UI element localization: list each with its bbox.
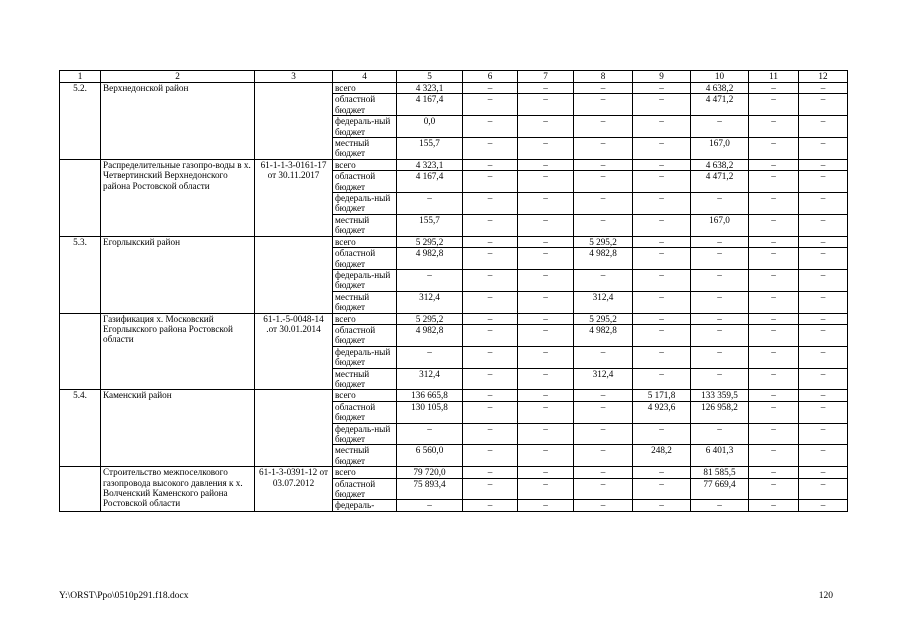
value-cell: – bbox=[691, 368, 749, 390]
value-cell: – bbox=[633, 159, 691, 170]
value-cell: – bbox=[397, 193, 463, 215]
value-cell: 4 167,4 bbox=[397, 171, 463, 193]
column-header: 5 bbox=[397, 71, 463, 83]
column-header: 9 bbox=[633, 71, 691, 83]
value-cell: 6 401,3 bbox=[691, 445, 749, 467]
value-cell: – bbox=[463, 423, 518, 445]
project-doc-reference: 61-1-3-0391-12 от 03.07.2012 bbox=[255, 467, 333, 512]
value-cell: – bbox=[463, 313, 518, 324]
value-cell: – bbox=[749, 83, 799, 94]
value-cell: – bbox=[749, 368, 799, 390]
value-cell: – bbox=[518, 138, 574, 160]
funding-source: всего bbox=[333, 390, 397, 401]
value-cell: 4 982,8 bbox=[397, 248, 463, 270]
value-cell: – bbox=[749, 248, 799, 270]
value-cell: – bbox=[749, 214, 799, 236]
value-cell: – bbox=[633, 291, 691, 313]
value-cell: – bbox=[463, 291, 518, 313]
value-cell: 5 295,2 bbox=[574, 313, 633, 324]
value-cell: – bbox=[691, 248, 749, 270]
value-cell: 81 585,5 bbox=[691, 467, 749, 478]
funding-source: федераль-ный бюджет bbox=[333, 423, 397, 445]
value-cell: – bbox=[463, 193, 518, 215]
item-number: 5.2. bbox=[60, 83, 101, 160]
value-cell: – bbox=[574, 214, 633, 236]
value-cell: – bbox=[397, 423, 463, 445]
value-cell: – bbox=[518, 269, 574, 291]
value-cell: 155,7 bbox=[397, 138, 463, 160]
table-row bbox=[60, 313, 848, 324]
value-cell: – bbox=[691, 116, 749, 138]
column-header: 8 bbox=[574, 71, 633, 83]
value-cell: – bbox=[799, 401, 848, 423]
value-cell: – bbox=[691, 269, 749, 291]
funding-source: всего bbox=[333, 467, 397, 478]
value-cell: – bbox=[633, 346, 691, 368]
value-cell: – bbox=[574, 171, 633, 193]
funding-source: всего bbox=[333, 83, 397, 94]
value-cell: – bbox=[633, 423, 691, 445]
value-cell: – bbox=[749, 445, 799, 467]
funding-source: областной бюджет bbox=[333, 324, 397, 346]
value-cell: – bbox=[518, 445, 574, 467]
value-cell: – bbox=[633, 138, 691, 160]
value-cell: – bbox=[574, 467, 633, 478]
value-cell: – bbox=[799, 500, 848, 511]
value-cell: 5 295,2 bbox=[397, 236, 463, 247]
value-cell: – bbox=[691, 423, 749, 445]
value-cell: – bbox=[518, 478, 574, 500]
item-name: Строительство межпоселкового газопровода высокого давления к х. Волченский Каменского района Ростовской области bbox=[101, 467, 255, 512]
value-cell: – bbox=[633, 214, 691, 236]
value-cell: – bbox=[749, 159, 799, 170]
value-cell: 79 720,0 bbox=[397, 467, 463, 478]
value-cell: 312,4 bbox=[574, 368, 633, 390]
value-cell: 4 471,2 bbox=[691, 171, 749, 193]
value-cell: – bbox=[518, 214, 574, 236]
header-row bbox=[60, 71, 848, 83]
value-cell: – bbox=[518, 390, 574, 401]
table-row bbox=[60, 159, 848, 170]
value-cell: 126 958,2 bbox=[691, 401, 749, 423]
value-cell: 167,0 bbox=[691, 138, 749, 160]
value-cell: – bbox=[633, 269, 691, 291]
value-cell: – bbox=[463, 159, 518, 170]
value-cell: – bbox=[799, 478, 848, 500]
value-cell: – bbox=[749, 423, 799, 445]
value-cell: – bbox=[799, 445, 848, 467]
value-cell: – bbox=[518, 236, 574, 247]
funding-source: областной бюджет bbox=[333, 248, 397, 270]
value-cell: – bbox=[574, 159, 633, 170]
item-name: Верхнедонской район bbox=[101, 83, 255, 160]
value-cell: – bbox=[574, 269, 633, 291]
value-cell: – bbox=[691, 500, 749, 511]
value-cell: – bbox=[463, 346, 518, 368]
value-cell: – bbox=[799, 269, 848, 291]
value-cell: 248,2 bbox=[633, 445, 691, 467]
value-cell: – bbox=[574, 346, 633, 368]
funding-source: областной бюджет bbox=[333, 401, 397, 423]
funding-source: федераль-ный бюджет bbox=[333, 269, 397, 291]
column-header: 4 bbox=[333, 71, 397, 83]
value-cell: – bbox=[463, 138, 518, 160]
value-cell: – bbox=[633, 478, 691, 500]
value-cell: – bbox=[691, 313, 749, 324]
value-cell: – bbox=[799, 467, 848, 478]
value-cell: 5 171,8 bbox=[633, 390, 691, 401]
value-cell: – bbox=[574, 193, 633, 215]
value-cell: – bbox=[799, 423, 848, 445]
value-cell: – bbox=[749, 138, 799, 160]
value-cell: – bbox=[691, 324, 749, 346]
value-cell: – bbox=[397, 500, 463, 511]
value-cell: 4 167,4 bbox=[397, 94, 463, 116]
value-cell: – bbox=[749, 500, 799, 511]
value-cell: – bbox=[691, 346, 749, 368]
item-number bbox=[60, 467, 101, 512]
value-cell: 77 669,4 bbox=[691, 478, 749, 500]
funding-source: местный бюджет bbox=[333, 445, 397, 467]
project-doc-reference bbox=[255, 83, 333, 160]
value-cell: – bbox=[749, 478, 799, 500]
value-cell: – bbox=[574, 500, 633, 511]
value-cell: 4 923,6 bbox=[633, 401, 691, 423]
funding-source: местный бюджет bbox=[333, 368, 397, 390]
item-name: Распределительные газопро-воды в х. Четвертинский Верхнедонского района Ростовской области bbox=[101, 159, 255, 236]
value-cell: 5 295,2 bbox=[574, 236, 633, 247]
value-cell: 136 665,8 bbox=[397, 390, 463, 401]
value-cell: – bbox=[518, 467, 574, 478]
table-row bbox=[60, 83, 848, 94]
value-cell: – bbox=[518, 171, 574, 193]
value-cell: 133 359,5 bbox=[691, 390, 749, 401]
item-number: 5.4. bbox=[60, 390, 101, 467]
value-cell: – bbox=[574, 478, 633, 500]
data-table bbox=[59, 70, 848, 512]
value-cell: 312,4 bbox=[397, 291, 463, 313]
value-cell: – bbox=[574, 138, 633, 160]
value-cell: – bbox=[463, 324, 518, 346]
value-cell: 4 471,2 bbox=[691, 94, 749, 116]
item-name: Каменский район bbox=[101, 390, 255, 467]
funding-source: местный бюджет bbox=[333, 138, 397, 160]
value-cell: – bbox=[518, 193, 574, 215]
value-cell: – bbox=[463, 248, 518, 270]
value-cell: – bbox=[749, 193, 799, 215]
value-cell: – bbox=[463, 500, 518, 511]
value-cell: – bbox=[397, 269, 463, 291]
value-cell: 5 295,2 bbox=[397, 313, 463, 324]
value-cell: – bbox=[799, 138, 848, 160]
value-cell: – bbox=[633, 116, 691, 138]
value-cell: – bbox=[633, 313, 691, 324]
funding-source: всего bbox=[333, 159, 397, 170]
value-cell: – bbox=[518, 500, 574, 511]
value-cell: – bbox=[463, 116, 518, 138]
table-row bbox=[60, 390, 848, 401]
project-doc-reference: 61-1.-5-0048-14 .от 30.01.2014 bbox=[255, 313, 333, 390]
value-cell: – bbox=[633, 324, 691, 346]
project-doc-reference bbox=[255, 390, 333, 467]
value-cell: 130 105,8 bbox=[397, 401, 463, 423]
value-cell: – bbox=[633, 94, 691, 116]
value-cell: – bbox=[574, 390, 633, 401]
value-cell: – bbox=[518, 368, 574, 390]
column-header: 3 bbox=[255, 71, 333, 83]
value-cell: – bbox=[574, 94, 633, 116]
funding-source: областной бюджет bbox=[333, 94, 397, 116]
value-cell: – bbox=[518, 401, 574, 423]
value-cell: – bbox=[799, 94, 848, 116]
value-cell: – bbox=[518, 423, 574, 445]
value-cell: – bbox=[749, 269, 799, 291]
value-cell: – bbox=[633, 368, 691, 390]
value-cell: 0,0 bbox=[397, 116, 463, 138]
funding-source: всего bbox=[333, 236, 397, 247]
value-cell: – bbox=[799, 368, 848, 390]
value-cell: – bbox=[463, 368, 518, 390]
value-cell: – bbox=[749, 116, 799, 138]
value-cell: – bbox=[691, 236, 749, 247]
value-cell: – bbox=[574, 445, 633, 467]
funding-source: всего bbox=[333, 313, 397, 324]
project-doc-reference: 61-1-1-3-0161-17 от 30.11.2017 bbox=[255, 159, 333, 236]
value-cell: 4 638,2 bbox=[691, 83, 749, 94]
value-cell: – bbox=[799, 159, 848, 170]
item-name: Газификация х. Московский Егорлыкского района Ростовской области bbox=[101, 313, 255, 390]
value-cell: – bbox=[463, 445, 518, 467]
value-cell: – bbox=[799, 116, 848, 138]
value-cell: – bbox=[633, 248, 691, 270]
value-cell: – bbox=[799, 83, 848, 94]
value-cell: – bbox=[633, 236, 691, 247]
value-cell: – bbox=[749, 324, 799, 346]
funding-source: федераль-ный бюджет bbox=[333, 116, 397, 138]
value-cell: 167,0 bbox=[691, 214, 749, 236]
value-cell: – bbox=[749, 390, 799, 401]
value-cell: – bbox=[463, 401, 518, 423]
value-cell: 4 982,8 bbox=[574, 248, 633, 270]
value-cell: 4 982,8 bbox=[397, 324, 463, 346]
value-cell: – bbox=[749, 171, 799, 193]
value-cell: – bbox=[518, 291, 574, 313]
value-cell: – bbox=[574, 83, 633, 94]
value-cell: – bbox=[749, 313, 799, 324]
value-cell: 4 323,1 bbox=[397, 83, 463, 94]
column-header: 11 bbox=[749, 71, 799, 83]
value-cell: – bbox=[799, 346, 848, 368]
funding-source: федераль-ный бюджет bbox=[333, 193, 397, 215]
value-cell: – bbox=[518, 83, 574, 94]
column-header: 7 bbox=[518, 71, 574, 83]
funding-source: федераль-ный бюджет bbox=[333, 346, 397, 368]
item-number bbox=[60, 313, 101, 390]
funding-source: местный бюджет bbox=[333, 214, 397, 236]
value-cell: – bbox=[574, 401, 633, 423]
value-cell: – bbox=[518, 248, 574, 270]
value-cell: – bbox=[799, 171, 848, 193]
footer-page-number: 120 bbox=[818, 591, 833, 601]
value-cell: – bbox=[518, 116, 574, 138]
value-cell: – bbox=[749, 236, 799, 247]
value-cell: – bbox=[463, 478, 518, 500]
value-cell: – bbox=[463, 390, 518, 401]
value-cell: – bbox=[799, 193, 848, 215]
value-cell: – bbox=[749, 94, 799, 116]
value-cell: – bbox=[574, 116, 633, 138]
value-cell: – bbox=[633, 500, 691, 511]
value-cell: – bbox=[574, 423, 633, 445]
value-cell: – bbox=[799, 324, 848, 346]
table-row bbox=[60, 236, 848, 247]
value-cell: – bbox=[518, 324, 574, 346]
column-header: 2 bbox=[101, 71, 255, 83]
item-name: Егорлыкский район bbox=[101, 236, 255, 313]
column-header: 6 bbox=[463, 71, 518, 83]
value-cell: – bbox=[749, 291, 799, 313]
footer-file-path: Y:\ORST\Ppo\0510p291.f18.docx bbox=[59, 591, 189, 601]
value-cell: – bbox=[799, 214, 848, 236]
project-doc-reference bbox=[255, 236, 333, 313]
value-cell: – bbox=[749, 401, 799, 423]
funding-source: областной бюджет bbox=[333, 171, 397, 193]
value-cell: – bbox=[633, 171, 691, 193]
value-cell: – bbox=[518, 94, 574, 116]
value-cell: – bbox=[397, 346, 463, 368]
value-cell: – bbox=[799, 313, 848, 324]
value-cell: 4 638,2 bbox=[691, 159, 749, 170]
value-cell: – bbox=[691, 291, 749, 313]
column-header: 12 bbox=[799, 71, 848, 83]
value-cell: 312,4 bbox=[397, 368, 463, 390]
value-cell: – bbox=[749, 467, 799, 478]
value-cell: 312,4 bbox=[574, 291, 633, 313]
table-header bbox=[60, 71, 848, 83]
value-cell: – bbox=[799, 236, 848, 247]
funding-source: местный бюджет bbox=[333, 291, 397, 313]
value-cell: – bbox=[633, 467, 691, 478]
value-cell: – bbox=[463, 467, 518, 478]
table-body bbox=[60, 83, 848, 512]
column-header: 10 bbox=[691, 71, 749, 83]
value-cell: – bbox=[463, 214, 518, 236]
value-cell: – bbox=[633, 193, 691, 215]
value-cell: – bbox=[463, 236, 518, 247]
value-cell: 4 323,1 bbox=[397, 159, 463, 170]
value-cell: 4 982,8 bbox=[574, 324, 633, 346]
value-cell: – bbox=[518, 346, 574, 368]
item-number bbox=[60, 159, 101, 236]
column-header: 1 bbox=[60, 71, 101, 83]
value-cell: – bbox=[799, 248, 848, 270]
funding-source: федераль- bbox=[333, 500, 397, 511]
value-cell: – bbox=[463, 83, 518, 94]
table-row bbox=[60, 467, 848, 478]
value-cell: – bbox=[799, 291, 848, 313]
value-cell: – bbox=[799, 390, 848, 401]
value-cell: – bbox=[463, 269, 518, 291]
value-cell: – bbox=[463, 94, 518, 116]
value-cell: 6 560,0 bbox=[397, 445, 463, 467]
value-cell: 155,7 bbox=[397, 214, 463, 236]
value-cell: – bbox=[518, 313, 574, 324]
item-number: 5.3. bbox=[60, 236, 101, 313]
funding-source: областной бюджет bbox=[333, 478, 397, 500]
value-cell: 75 893,4 bbox=[397, 478, 463, 500]
value-cell: – bbox=[463, 171, 518, 193]
value-cell: – bbox=[633, 83, 691, 94]
value-cell: – bbox=[691, 193, 749, 215]
value-cell: – bbox=[749, 346, 799, 368]
value-cell: – bbox=[518, 159, 574, 170]
